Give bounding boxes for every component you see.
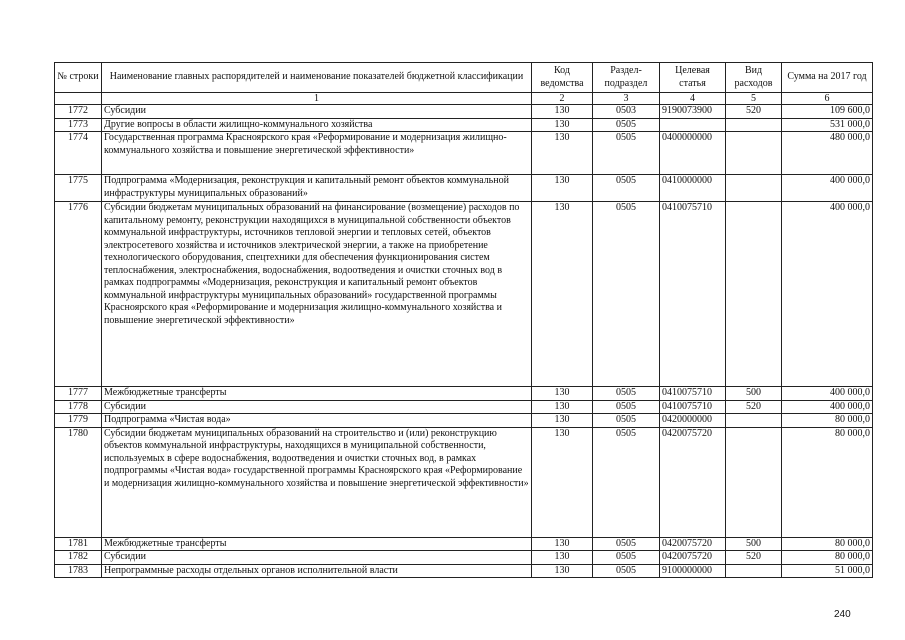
section-code: 0505 (593, 537, 660, 551)
target-article: 9100000000 (660, 564, 726, 578)
table-row (55, 132, 873, 175)
row-number: 1783 (55, 564, 102, 578)
target-article (660, 118, 726, 132)
row-name: Межбюджетные трансферты (102, 537, 532, 551)
row-number: 1772 (55, 105, 102, 119)
expense-kind (726, 118, 782, 132)
section-code: 0505 (593, 132, 660, 175)
col-header-department-code: Код ведомства (532, 63, 593, 93)
department-code: 130 (532, 118, 593, 132)
table-row (55, 564, 873, 578)
target-article: 0420000000 (660, 414, 726, 428)
table-row (55, 105, 873, 119)
expense-kind: 520 (726, 551, 782, 565)
target-article: 0410075710 (660, 400, 726, 414)
table-row (55, 387, 873, 401)
row-name: Другие вопросы в области жилищно-коммунального хозяйства (102, 118, 532, 132)
expense-kind: 520 (726, 400, 782, 414)
expense-kind: 520 (726, 105, 782, 119)
expense-kind (726, 427, 782, 537)
row-name: Субсидии бюджетам муниципальных образований на строительство и (или) реконструкцию объектов коммунальной инфраструктуры, находящихся в муниципальной собственности, используемых в сфере водоснабжения, водоотведения и очистки сточных вод, в рамках подпрограммы «Чистая вода» государственной программы Красноярского края «Реформирование и модернизация жилищно-коммунального хозяйства и повышение энергетической эффективности» (102, 427, 532, 537)
section-code: 0505 (593, 551, 660, 565)
sum-value: 109 600,0 (782, 105, 873, 119)
col-index: 2 (532, 93, 593, 105)
col-header-name: Наименование главных распорядителей и наименование показателей бюджетной классификации (102, 63, 532, 93)
expense-kind (726, 564, 782, 578)
table-body (55, 105, 873, 578)
row-number: 1778 (55, 400, 102, 414)
department-code: 130 (532, 400, 593, 414)
col-index: 4 (660, 93, 726, 105)
row-number: 1782 (55, 551, 102, 565)
col-header-sum-2017: Сумма на 2017 год (782, 63, 873, 93)
col-header-section: Раздел-подраздел (593, 63, 660, 93)
section-code: 0505 (593, 118, 660, 132)
sum-value: 400 000,0 (782, 175, 873, 202)
column-index-row (55, 93, 873, 105)
row-number: 1773 (55, 118, 102, 132)
target-article: 0410075710 (660, 202, 726, 387)
row-name: Подпрограмма «Модернизация, реконструкция и капитальный ремонт объектов коммунальной инфраструктуры муниципальных образований» (102, 175, 532, 202)
department-code: 130 (532, 551, 593, 565)
expense-kind: 500 (726, 537, 782, 551)
sum-value: 51 000,0 (782, 564, 873, 578)
table-row (55, 202, 873, 387)
table-row (55, 175, 873, 202)
col-index: 6 (782, 93, 873, 105)
sum-value: 80 000,0 (782, 427, 873, 537)
table-row (55, 400, 873, 414)
sum-value: 80 000,0 (782, 414, 873, 428)
col-index: 5 (726, 93, 782, 105)
sum-value: 400 000,0 (782, 400, 873, 414)
target-article: 0420075720 (660, 551, 726, 565)
row-name: Субсидии (102, 105, 532, 119)
department-code: 130 (532, 105, 593, 119)
row-number: 1776 (55, 202, 102, 387)
target-article: 9190073900 (660, 105, 726, 119)
target-article: 0410075710 (660, 387, 726, 401)
col-index: 1 (102, 93, 532, 105)
col-header-target-article: Целевая статья (660, 63, 726, 93)
row-number: 1780 (55, 427, 102, 537)
target-article: 0420075720 (660, 427, 726, 537)
section-code: 0505 (593, 564, 660, 578)
department-code: 130 (532, 132, 593, 175)
sum-value: 480 000,0 (782, 132, 873, 175)
section-code: 0503 (593, 105, 660, 119)
target-article: 0410000000 (660, 175, 726, 202)
target-article: 0420075720 (660, 537, 726, 551)
page-number: 240 (834, 609, 851, 620)
department-code: 130 (532, 387, 593, 401)
section-code: 0505 (593, 414, 660, 428)
row-name: Непрограммные расходы отдельных органов исполнительной власти (102, 564, 532, 578)
table-row (55, 427, 873, 537)
row-name: Межбюджетные трансферты (102, 387, 532, 401)
sum-value: 80 000,0 (782, 551, 873, 565)
sum-value: 400 000,0 (782, 202, 873, 387)
table-row (55, 551, 873, 565)
section-code: 0505 (593, 427, 660, 537)
row-name: Субсидии (102, 400, 532, 414)
section-code: 0505 (593, 400, 660, 414)
row-number: 1775 (55, 175, 102, 202)
col-header-row-number: № строки (55, 63, 102, 93)
department-code: 130 (532, 564, 593, 578)
section-code: 0505 (593, 387, 660, 401)
row-number: 1781 (55, 537, 102, 551)
row-name: Субсидии (102, 551, 532, 565)
expense-kind (726, 175, 782, 202)
col-header-expense-kind: Вид расходов (726, 63, 782, 93)
expense-kind (726, 202, 782, 387)
department-code: 130 (532, 202, 593, 387)
row-number: 1774 (55, 132, 102, 175)
budget-table (54, 62, 873, 578)
expense-kind (726, 132, 782, 175)
table-row (55, 414, 873, 428)
expense-kind: 500 (726, 387, 782, 401)
header-row (55, 63, 873, 93)
sum-value: 531 000,0 (782, 118, 873, 132)
row-name: Субсидии бюджетам муниципальных образований на финансирование (возмещение) расходов по капитальному ремонту, реконструкции находящихся в муниципальной собственности объектов коммунальной инфраструктуры, источников тепловой энергии и тепловых сетей, объектов электросетевого хозяйства и источников электрической энергии, а также на приобретение технологического оборудования, спецтехники для обеспечения функционирования систем теплоснабжения, электроснабжения, водоснабжения, водоотведения и очистки сточных вод в рамках подпрограммы «Модернизация, реконструкция и капитальный ремонт объектов коммунальной инфраструктуры муниципальных образований» государственной программы Красноярского края «Реформирование и модернизация жилищно-коммунального хозяйства и повышение энергетической эффективности» (102, 202, 532, 387)
department-code: 130 (532, 537, 593, 551)
col-index: 3 (593, 93, 660, 105)
row-number: 1779 (55, 414, 102, 428)
department-code: 130 (532, 427, 593, 537)
col-index (55, 93, 102, 105)
expense-kind (726, 414, 782, 428)
row-name: Подпрограмма «Чистая вода» (102, 414, 532, 428)
target-article: 0400000000 (660, 132, 726, 175)
department-code: 130 (532, 414, 593, 428)
section-code: 0505 (593, 175, 660, 202)
table-row (55, 118, 873, 132)
table-row (55, 537, 873, 551)
sum-value: 80 000,0 (782, 537, 873, 551)
row-name: Государственная программа Красноярского края «Реформирование и модернизация жилищно-коммунального хозяйства и повышение энергетической эффективности» (102, 132, 532, 175)
row-number: 1777 (55, 387, 102, 401)
section-code: 0505 (593, 202, 660, 387)
sum-value: 400 000,0 (782, 387, 873, 401)
department-code: 130 (532, 175, 593, 202)
